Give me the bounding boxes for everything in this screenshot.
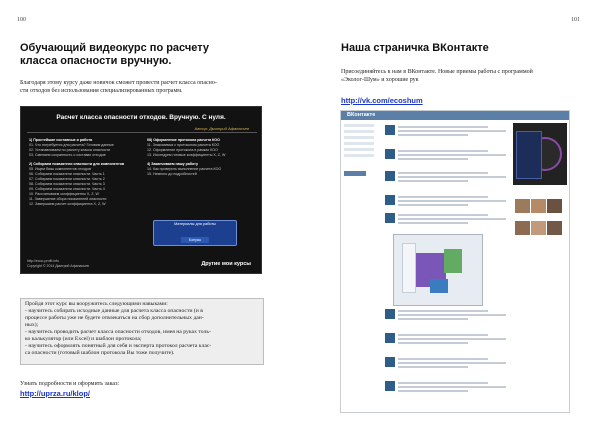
skills-line: - научитесь оформлять понятный для себя и эксперта протокол расчета клас- [25, 343, 212, 349]
lesson-section-heading: 4) Заканчиваем нашу работу [147, 162, 199, 166]
video-title: Расчет класса опасности отходов. Вручную. С нуля. [56, 114, 226, 121]
vk-post [385, 125, 510, 141]
page-number: 101 [571, 17, 580, 23]
page-number: 100 [17, 17, 26, 23]
skills-line: - научитесь проводить расчет класса опасности отходов, имея на руках толь- [25, 329, 211, 335]
vk-post [385, 149, 510, 165]
vk-post [385, 195, 510, 211]
map-screenshot [393, 234, 483, 306]
video-course-banner[interactable] [20, 106, 262, 274]
lesson-section-heading: 08) Оформление протокола расчета КОО [147, 138, 220, 142]
video-footer-url: http://ecoo-profit.info [27, 259, 59, 263]
title-line-2: класса опасности вручную. [20, 55, 172, 67]
page-title [20, 42, 250, 68]
skills-line: процессе работы уже не будете отвлекаться на сбор дополнительных дан- [25, 315, 204, 321]
skills-line: - научитесь собирать исходные данные для расчета класса опасности (и в [25, 308, 203, 314]
intro-line-2: сти отходов без использования специализированных программ. [20, 87, 183, 94]
video-author: Автор: Дмитрий Афанасьев [194, 126, 249, 131]
divider [27, 132, 257, 133]
lesson-item: 15. Немного до подробностей [147, 172, 197, 176]
member-avatars [515, 199, 567, 243]
vk-header-bar [341, 111, 569, 120]
lesson-section-heading: 2) Собираем показатели опасности для компонентов [29, 162, 125, 166]
vk-logo: ВКонтакте [347, 112, 376, 118]
lesson-item: 11. Знакомимся с протоколом расчета КОО [147, 143, 220, 147]
lesson-item: 12. Завершаем расчет коэффициента Х, Z, W [29, 202, 106, 206]
lesson-item: 14. Как проверить выполнение расчета КОО [147, 167, 222, 171]
intro-line-1: Благодаря этому курсу даже новичок сможет провести расчет класса опасно- [20, 80, 217, 86]
vk-link[interactable]: http://vk.com/ecoshum [341, 96, 423, 105]
lesson-list-column-1 [29, 138, 141, 207]
lesson-item: 02. Устанавливаем по расчету класса опасности [29, 148, 111, 152]
lesson-item: 10. Рассчитываем коэффициенты Х, Z, W [29, 192, 99, 196]
intro-paragraph [20, 80, 270, 95]
intro-paragraph [341, 69, 591, 84]
vk-post [385, 381, 510, 397]
lesson-item: 11. Завершение сбора показателей опасности [29, 197, 107, 201]
vk-post [385, 213, 510, 229]
lesson-item: 09. Собираем показатели опасности. Часть 4 [29, 187, 105, 191]
lesson-item: 08. Собираем показатели опасности. Часть 3 [29, 182, 105, 186]
lesson-item: 06. Собираем показатели опасности. Часть 1 [29, 172, 105, 176]
order-link[interactable]: http://uprza.ru/klop/ [20, 389, 90, 398]
lesson-item: 03. Сменяем сохранность о составах отходов [29, 153, 106, 157]
skills-box [20, 298, 264, 365]
lesson-item: 01. Что потребуется для расчета? Готовим данные [29, 143, 114, 147]
skills-line: ко калькулятор (или Excel) и шаблон протокола; [25, 336, 142, 342]
vk-post [385, 333, 510, 349]
skills-line: Пройдя этот курс вы вооружитесь следующими навыками: [25, 301, 168, 307]
skills-line: ных); [25, 322, 39, 328]
vk-post [385, 309, 510, 325]
lesson-item: 13. Исследуем готовые коэффициенты Х, Z, W [147, 153, 226, 157]
bonus-button[interactable]: Бонусы [181, 237, 209, 243]
lesson-item: 12. Оформление протокола в рамках КОО [147, 148, 218, 152]
lesson-list-column-2 [147, 138, 257, 177]
vk-page-screenshot [340, 110, 570, 413]
title-line-1: Обучающий видеокурс по расчету [20, 42, 210, 54]
lesson-item: 07. Собираем показатели опасности. Часть 2 [29, 177, 105, 181]
lesson-section-heading: 1) Простейшие составные и работа [29, 138, 93, 142]
skills-line: са опасности (готовый шаблон протокола Вы тоже получите). [25, 350, 175, 356]
materials-label: Материалы для работы [174, 222, 216, 226]
page-title: Наша страничка ВКонтакте [341, 42, 489, 54]
order-text: Узнать подробности и оформить заказ: [20, 381, 120, 387]
intro-line-1: Присоединяйтесь к нам в ВКонтакте. Новые приемы работы с программой [341, 69, 533, 75]
vk-left-menu [344, 124, 382, 179]
video-footer-copyright: Copyright © 2014 Дмитрий Афанасьев [27, 264, 89, 268]
more-courses-link[interactable]: Другие мои курсы [201, 261, 251, 267]
intro-line-2: «Эколог-Шум» и хорошие рук [341, 76, 419, 83]
lesson-item: 05. Ищем базы компонентов отходов [29, 167, 91, 171]
vk-post [385, 357, 510, 373]
vk-post [385, 171, 510, 187]
product-box-image [513, 123, 567, 185]
